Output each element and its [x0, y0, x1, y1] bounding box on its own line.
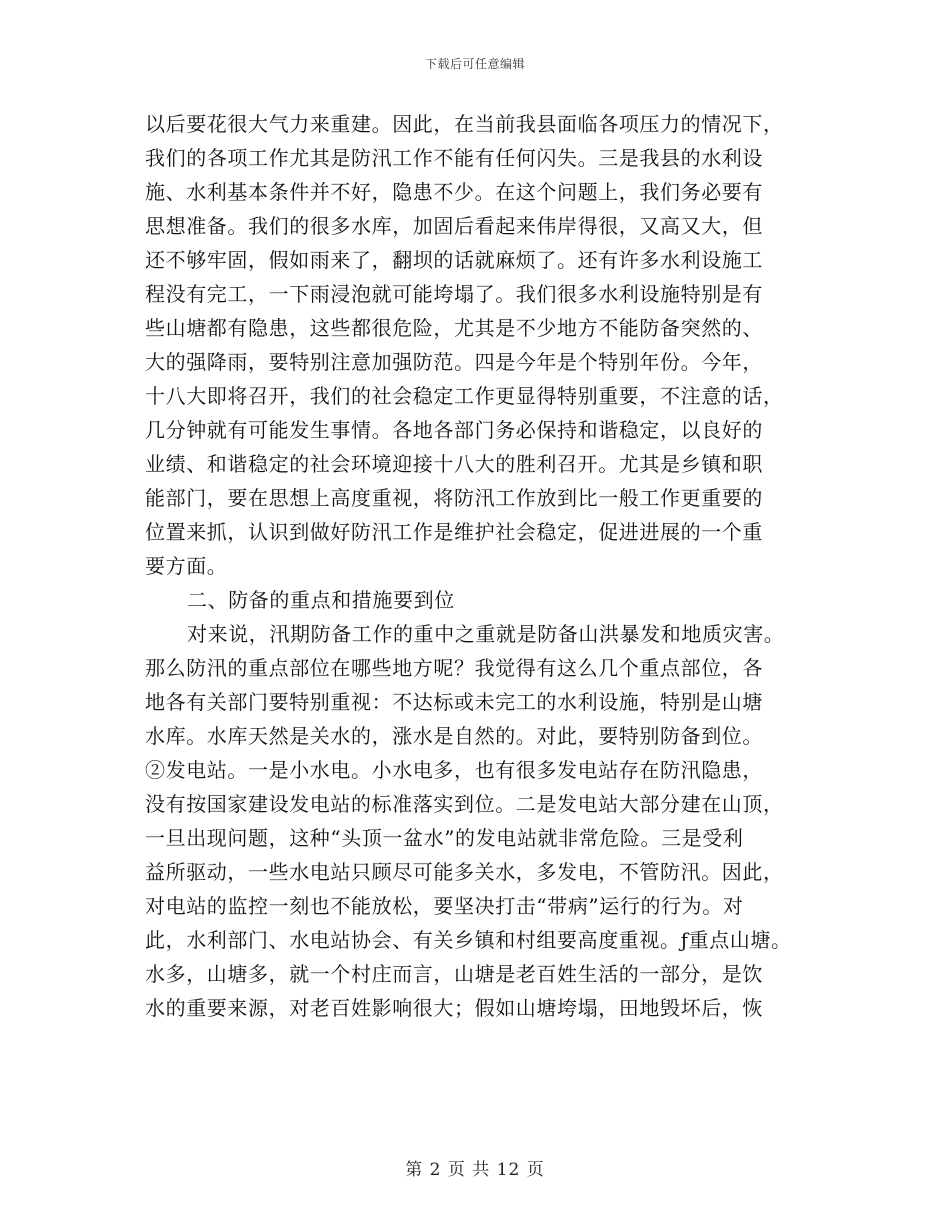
body-text — [145, 107, 815, 1025]
text-line: 还不够牢固，假如雨来了，翻坝的话就麻烦了。还有许多水利设施工 — [145, 248, 763, 272]
text-line: 能部门，要在思想上高度重视，将防汛工作放到比一般工作更重要的 — [145, 486, 763, 510]
text-line: 地各有关部门要特别重视：不达标或未完工的水利设施，特别是山塘 — [145, 690, 763, 714]
text-line: 水的重要来源，对老百姓影响很大；假如山塘垮塌，田地毁坏后，恢 — [145, 996, 763, 1020]
text-line: 一旦出现问题，这种“头顶一盆水”的发电站就非常危险。三是受利 — [145, 826, 744, 850]
text-line: ②发电站。一是小水电。小水电多，也有很多发电站存在防汛隐患， — [145, 758, 763, 782]
text-line: 业绩、和谐稳定的社会环境迎接十八大的胜利召开。尤其是乡镇和职 — [145, 452, 763, 476]
text-line: 此，水利部门、水电站协会、有关乡镇和村组要高度重视。ƒ重点山塘。 — [145, 928, 792, 952]
text-line: 要方面。 — [145, 554, 228, 578]
text-line: 些山塘都有隐患，这些都很危险，尤其是不少地方不能防备突然的、 — [145, 316, 763, 340]
text-line: 那么防汛的重点部位在哪些地方呢？我觉得有这么几个重点部位，各 — [145, 656, 763, 680]
text-line: 施、水利基本条件并不好，隐患不少。在这个问题上，我们务必要有 — [145, 180, 763, 204]
text-line: 对来说，汛期防备工作的重中之重就是防备山洪暴发和地质灾害。 — [187, 622, 785, 646]
text-line: 益所驱动，一些水电站只顾尽可能多关水，多发电，不管防汛。因此， — [145, 860, 784, 884]
text-line: 水多，山塘多，就一个村庄而言，山塘是老百姓生活的一部分，是饮 — [145, 962, 763, 986]
text-line: 水库。水库天然是关水的，涨水是自然的。对此，要特别防备到位。 — [145, 724, 763, 748]
text-line: 十八大即将召开，我们的社会稳定工作更显得特别重要，不注意的话， — [145, 384, 784, 408]
text-line: 没有按国家建设发电站的标准落实到位。二是发电站大部分建在山顶， — [145, 792, 784, 816]
text-line: 以后要花很大气力来重建。因此，在当前我县面临各项压力的情况下， — [145, 112, 784, 136]
header-note: 下载后可任意编辑 — [424, 57, 525, 71]
text-line: 我们的各项工作尤其是防汛工作不能有任何闪失。三是我县的水利设 — [145, 146, 763, 170]
text-line: 对电站的监控一刻也不能放松，要坚决打击“带病”运行的行为。对 — [145, 894, 744, 918]
text-line: 程没有完工，一下雨浸泡就可能垮塌了。我们很多水利设施特别是有 — [145, 282, 763, 306]
section-heading: 二、防备的重点和措施要到位 — [187, 588, 455, 612]
text-line: 思想准备。我们的很多水库，加固后看起来伟岸得很，又高又大，但 — [145, 214, 763, 238]
text-line: 几分钟就有可能发生事情。各地各部门务必保持和谐稳定，以良好的 — [145, 418, 763, 442]
page-number: 第 2 页 共 12 页 — [405, 1160, 545, 1180]
text-line: 大的强降雨，要特别注意加强防范。四是今年是个特别年份。今年， — [145, 350, 763, 374]
text-line: 位置来抓，认识到做好防汛工作是维护社会稳定，促进进展的一个重 — [145, 520, 763, 544]
